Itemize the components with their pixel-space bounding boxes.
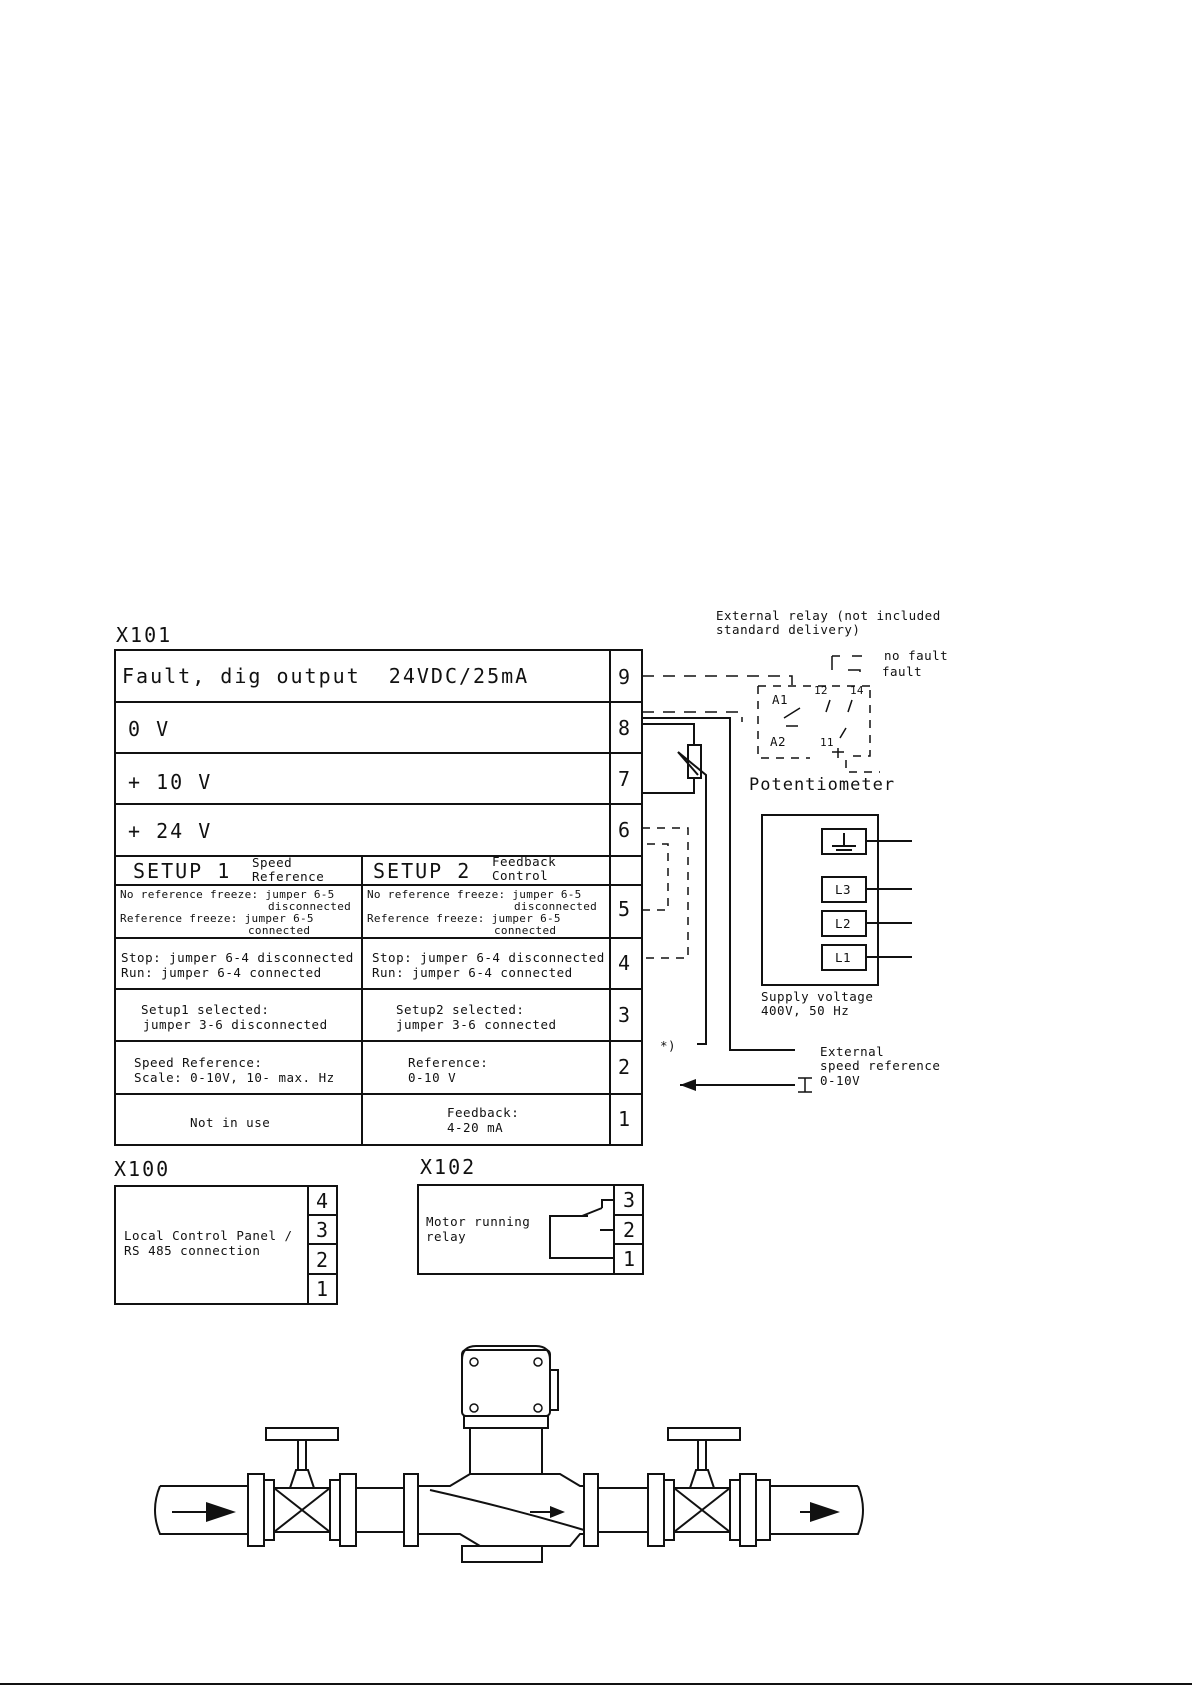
row5-setup2-line4: connected — [494, 924, 557, 937]
row4-setup2-line2: Run: jumper 6-4 connected — [372, 965, 573, 980]
x102-label-line2: relay — [426, 1229, 467, 1244]
row3-setup1-line1: Setup1 selected: — [141, 1002, 270, 1017]
row1-setup2-line2: 4-20 mA — [447, 1120, 504, 1135]
row4-setup2-line1: Stop: jumper 6-4 disconnected — [372, 950, 605, 965]
terminal-2: 2 — [618, 1055, 631, 1079]
terminal-1: 1 — [618, 1107, 631, 1131]
row2-setup2-line2: 0-10 V — [408, 1070, 457, 1085]
pump-installation-illustration — [155, 1346, 863, 1562]
row4-setup1-line1: Stop: jumper 6-4 disconnected — [121, 950, 354, 965]
x102-title: X102 — [420, 1155, 477, 1179]
terminal-7: 7 — [618, 767, 631, 791]
row5-setup1-line1: No reference freeze: jumper 6-5 — [120, 888, 335, 901]
x100-terminal-3: 3 — [316, 1218, 329, 1242]
row2-setup2-line1: Reference: — [408, 1055, 489, 1070]
setup1-sub1: Speed — [252, 855, 293, 870]
ext-ref-line2: speed reference — [820, 1058, 941, 1073]
relay-caption-line2: standard delivery) — [716, 622, 861, 637]
supply-term-l2: L2 — [835, 916, 852, 931]
potentiometer-label: Potentiometer — [749, 775, 896, 795]
row5-setup2-line2: disconnected — [514, 900, 598, 913]
zero-volt-label: 0 V — [128, 717, 171, 741]
supply-term-l1: L1 — [835, 950, 852, 965]
x101-title: X101 — [116, 623, 173, 647]
contact-12: 12 — [814, 684, 828, 697]
row5-setup1-line3: Reference freeze: jumper 6-5 — [120, 912, 314, 925]
terminal-6: 6 — [618, 818, 631, 842]
x100-terminal-2: 2 — [316, 1248, 329, 1272]
row2-setup1-line2: Scale: 0-10V, 10- max. Hz — [134, 1070, 335, 1085]
contact-14: 14 — [850, 684, 864, 697]
row3-setup2-line1: Setup2 selected: — [396, 1002, 525, 1017]
setup2-title: SETUP 2 — [373, 859, 472, 883]
plus-24v-label: + 24 V — [128, 819, 213, 843]
external-relay — [716, 608, 948, 795]
row1-setup2-line1: Feedback: — [447, 1105, 520, 1120]
fault-output-label: Fault, dig output 24VDC/25mA — [122, 664, 530, 688]
no-fault-label: no fault — [884, 648, 949, 663]
relay-caption-line1: External relay (not included — [716, 608, 941, 623]
terminal-4: 4 — [618, 951, 631, 975]
x100-label-line1: Local Control Panel / — [124, 1228, 293, 1243]
x102-terminal-2: 2 — [623, 1218, 636, 1242]
x102-terminal-3: 3 — [623, 1188, 636, 1212]
x101-block — [115, 623, 642, 1145]
row5-setup1-line4: connected — [248, 924, 311, 937]
plus-10v-label: + 10 V — [128, 770, 213, 794]
terminal-8: 8 — [618, 716, 631, 740]
setup1-sub2: Reference — [252, 869, 325, 884]
supply-block — [761, 815, 912, 1018]
x102-block — [418, 1155, 643, 1274]
external-wiring — [642, 676, 940, 1092]
x100-terminal-1: 1 — [316, 1277, 329, 1301]
supply-voltage-line1: Supply voltage — [761, 989, 874, 1004]
terminal-3: 3 — [618, 1003, 631, 1027]
terminal-9: 9 — [618, 665, 631, 689]
contact-11: 11 — [820, 736, 834, 749]
x100-title: X100 — [114, 1157, 171, 1181]
coil-a2: A2 — [770, 734, 787, 749]
row2-setup1-line1: Speed Reference: — [134, 1055, 263, 1070]
x100-label-line2: RS 485 connection — [124, 1243, 261, 1258]
ext-ref-line1: External — [820, 1044, 885, 1059]
row3-setup1-line2: jumper 3-6 disconnected — [143, 1017, 328, 1032]
x100-terminal-4: 4 — [316, 1189, 329, 1213]
x100-block — [114, 1157, 337, 1304]
row5-setup2-line1: No reference freeze: jumper 6-5 — [367, 888, 582, 901]
x102-terminal-1: 1 — [623, 1247, 636, 1271]
setup1-title: SETUP 1 — [133, 859, 232, 883]
row1-setup1-label: Not in use — [190, 1115, 271, 1130]
supply-voltage-line2: 400V, 50 Hz — [761, 1003, 850, 1018]
row5-setup1-line2: disconnected — [268, 900, 352, 913]
setup2-sub2: Control — [492, 868, 549, 883]
fault-label: fault — [882, 664, 923, 679]
supply-term-l3: L3 — [835, 882, 852, 897]
footnote-marker: *) — [660, 1038, 677, 1053]
ext-ref-line3: 0-10V — [820, 1073, 861, 1088]
coil-a1: A1 — [772, 692, 789, 707]
row3-setup2-line2: jumper 3-6 connected — [396, 1017, 557, 1032]
x102-label-line1: Motor running — [426, 1214, 531, 1229]
row4-setup1-line2: Run: jumper 6-4 connected — [121, 965, 322, 980]
setup2-sub1: Feedback — [492, 854, 557, 869]
row5-setup2-line3: Reference freeze: jumper 6-5 — [367, 912, 561, 925]
terminal-5: 5 — [618, 897, 631, 921]
